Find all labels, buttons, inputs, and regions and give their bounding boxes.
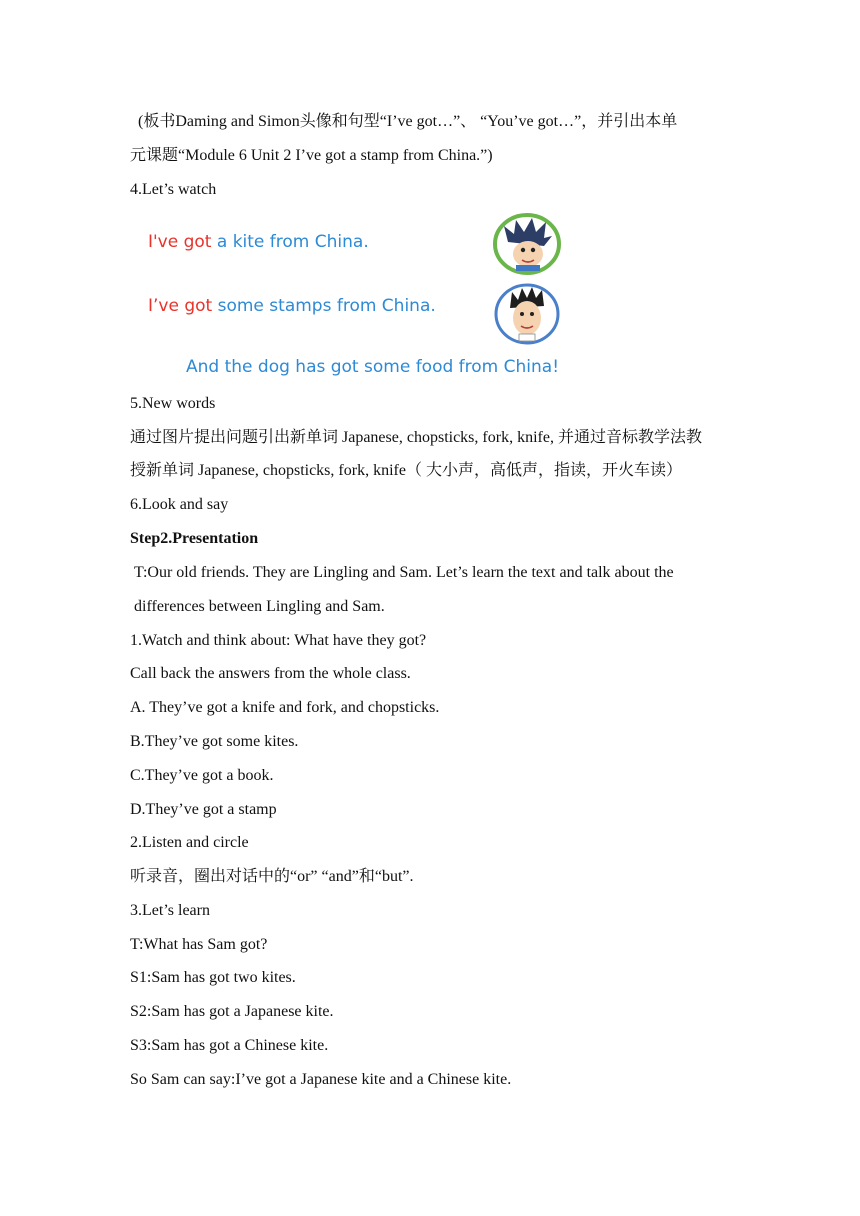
figure-sentence-2	[148, 296, 436, 316]
lets-watch-figure	[140, 206, 580, 386]
figure-blue-text: And the dog has got	[186, 357, 359, 377]
text-line: 5.New words	[130, 395, 216, 412]
figure-blue-text: a kite from China.	[216, 232, 369, 252]
text-line: S1:Sam has got two kites.	[130, 969, 296, 986]
figure-sentence-3	[186, 357, 559, 377]
text-line: A. They’ve got a knife and fork, and chopsticks.	[130, 699, 440, 716]
text-line: S3:Sam has got a Chinese kite.	[130, 1037, 329, 1054]
text-line: 元课题“Module 6 Unit 2 I’ve got a stamp from China.”)	[130, 147, 493, 164]
daming-avatar-icon	[492, 212, 562, 276]
text-line: T:Our old friends. They are Lingling and Sam. Let’s learn the text and talk about the	[134, 564, 674, 581]
text-line: 6.Look and say	[130, 496, 229, 513]
text-line: C.They’ve got a book.	[130, 767, 274, 784]
figure-blue-text: some food from China!	[364, 357, 560, 377]
text-line: 通过图片提出问题引出新单词 Japanese, chopsticks, fork, knife, 并通过音标教学法教	[130, 429, 702, 446]
text-line: T:What has Sam got?	[130, 936, 268, 953]
simon-avatar-icon	[492, 282, 562, 346]
figure-red-text: I’ve got	[148, 296, 213, 316]
figure-blue-text: some stamps from China.	[217, 296, 436, 316]
text-line: S2:Sam has got a Japanese kite.	[130, 1003, 334, 1020]
text-line: differences between Lingling and Sam.	[134, 598, 385, 615]
text-line: 1.Watch and think about: What have they got?	[130, 632, 427, 649]
text-line: 听录音，圈出对话中的“or” “and”和“but”.	[130, 868, 414, 885]
text-line: 4.Let’s watch	[130, 181, 217, 198]
text-line: Call back the answers from the whole class.	[130, 665, 411, 682]
text-line: 2.Listen and circle	[130, 834, 249, 851]
figure-red-text: I've got	[148, 232, 212, 252]
text-line: So Sam can say:I’ve got a Japanese kite and a Chinese kite.	[130, 1071, 512, 1088]
text-line: 3.Let’s learn	[130, 902, 210, 919]
figure-sentence-1	[148, 232, 369, 252]
text-line: D.They’ve got a stamp	[130, 801, 277, 818]
text-line: B.They’ve got some kites.	[130, 733, 299, 750]
text-line: 授新单词 Japanese, chopsticks, fork, knife（ 大小声，高低声，指读，开火车读）	[130, 462, 682, 479]
text-line: (板书Daming and Simon头像和句型“I’ve got…”、 “You’ve got…”，并引出本单	[138, 113, 678, 130]
section-heading: Step2.Presentation	[130, 530, 259, 547]
